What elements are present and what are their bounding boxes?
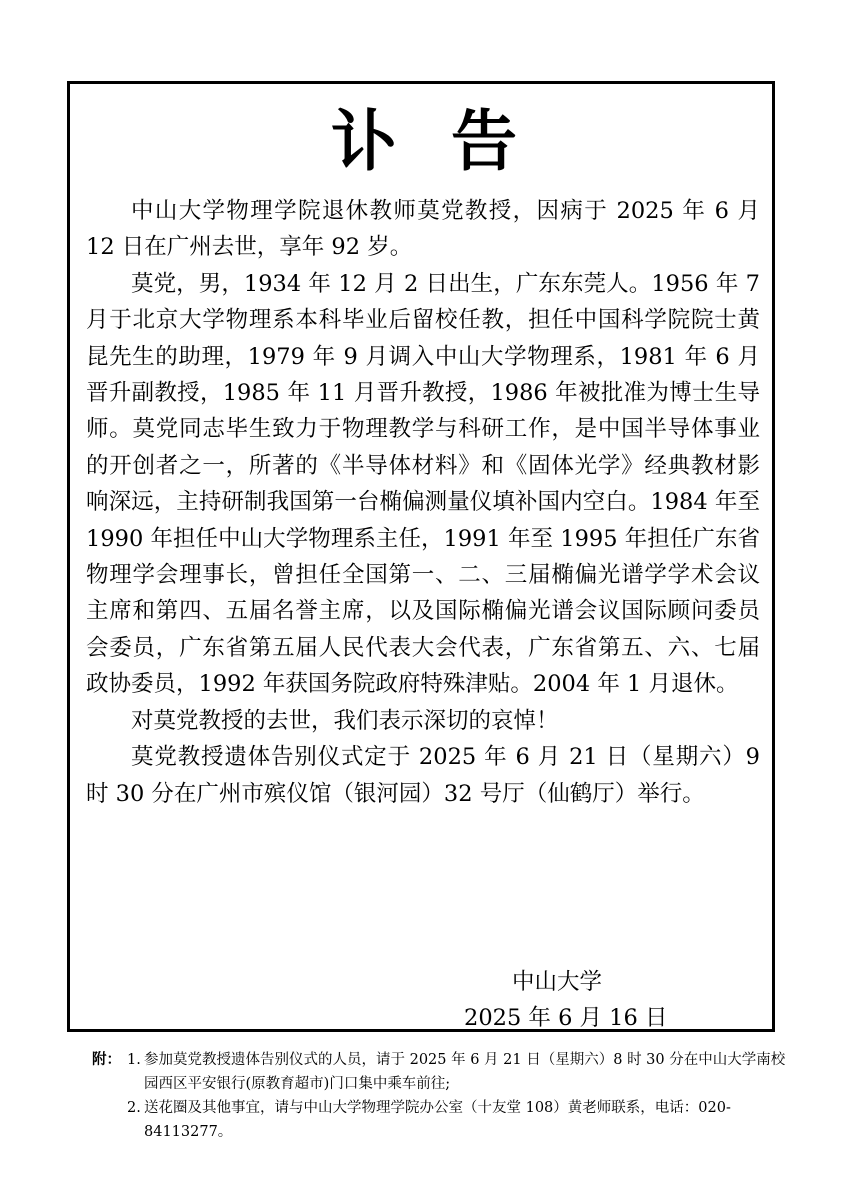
appendix-item	[92, 1048, 792, 1096]
notice-paragraph-death: 中山大学物理学院退休教师莫党教授，因病于 2025 年 6 月 12 日在广州去世，享年 92 岁。	[86, 198, 760, 261]
appendix-item	[92, 1096, 792, 1144]
notice-title: 讣告	[331, 103, 571, 180]
appendix-item-text: 参加莫党教授遗体告别仪式的人员，请于 2025 年 6 月 21 日（星期六）8 时 30 分在中山大学南校园西区平安银行(原教育超市)门口集中乘车前往;	[144, 1052, 786, 1092]
appendix-item-number: 1.	[127, 1052, 141, 1068]
notice-paragraph-ceremony: 莫党教授遗体告别仪式定于 2025 年 6 月 21 日（星期六）9 时 30 分在广州市殡仪馆（银河园）32 号厅（仙鹤厅）举行。	[86, 744, 760, 807]
notice-body	[86, 193, 760, 812]
signature-date: 2025 年 6 月 16 日	[464, 1005, 668, 1031]
appendix-item-number: 2.	[127, 1100, 141, 1116]
signature-organization: 中山大学	[512, 969, 603, 995]
appendix-label: 附：	[92, 1051, 121, 1068]
notice-paragraph-biography: 莫党，男，1934 年 12 月 2 日出生，广东东莞人。1956 年 7 月于北京大学物理系本科毕业后留校任教，担任中国科学院院士黄昆先生的助理，1979 年 9 月调入中山大学物理系，1981 年 6 月晋升副教授，1985 年 11 月晋升教授，1986 年被批准为博士生导师。莫党同志毕生致力于物理教学与科研工作，是中国半导体事业的开创者之一，所著的《半导体材料》和《固体光学》经典教材影响深远，主持研制我国第一台椭偏测量仪填补国内空白。1984 年至 1990 年担任中山大学物理系主任，1991 年至 1995 年担任广东省物理学会理事长，曾担任全国第一、二、三届椭偏光谱学学术会议主席和第四、五届名誉主席，以及国际椭偏光谱会议国际顾问委员会委员，广东省第五届人民代表大会代表，广东省第五、六、七届政协委员，1992 年获国务院政府特殊津贴。2004 年 1 月退休。	[86, 270, 760, 698]
appendix-notes	[92, 1048, 792, 1144]
notice-paragraph-condolence: 对莫党教授的去世，我们表示深切的哀悼！	[131, 707, 559, 734]
appendix-item-text: 送花圈及其他事宜，请与中山大学物理学院办公室（十友堂 108）黄老师联系，电话：020-84113277。	[144, 1100, 731, 1140]
